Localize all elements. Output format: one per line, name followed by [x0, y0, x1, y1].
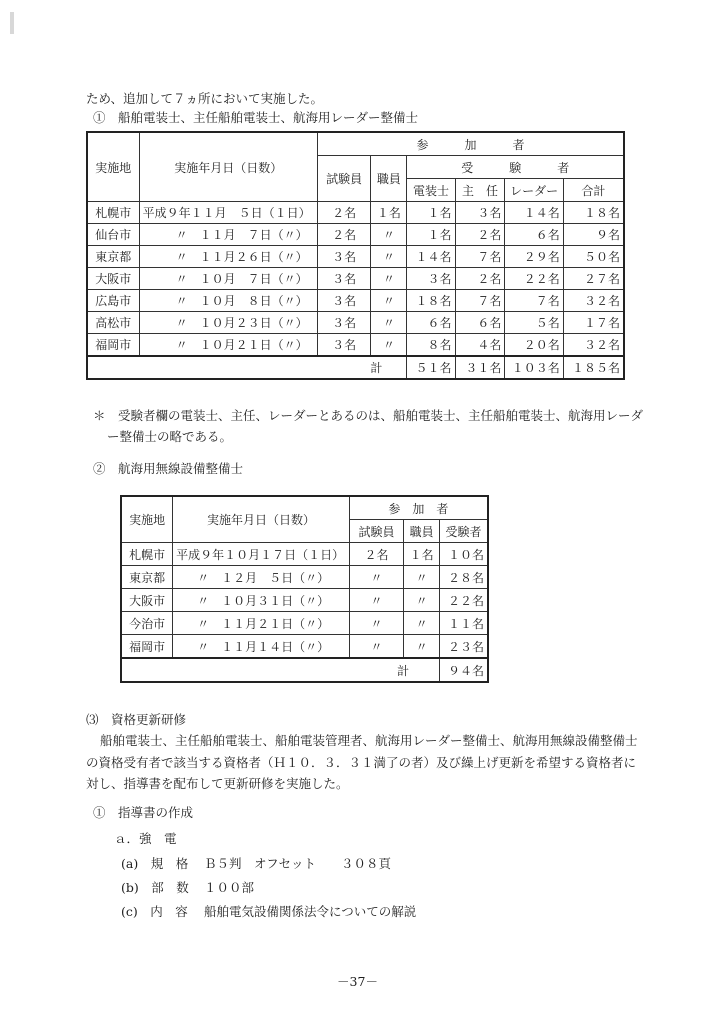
cell-date: 〃 １１月２６日（〃）: [139, 246, 317, 268]
cell-examinees: １１名: [440, 612, 488, 635]
cell-examiner: ３名: [317, 268, 370, 290]
header-date: 実施年月日（日数）: [139, 132, 317, 202]
cell-place: 札幌市: [121, 543, 173, 566]
total-row: [87, 356, 624, 379]
cell-examiner: ２名: [317, 202, 370, 224]
item-c-value: 船舶電気設備関係法令についての解説: [204, 904, 417, 919]
cell-staff: 〃: [371, 334, 407, 357]
cell-denso: ３名: [407, 268, 455, 290]
header-examinees: 受験者: [440, 520, 488, 543]
cell-staff: １名: [371, 202, 407, 224]
item-a-value: Ｂ５判 オフセット ３０８頁: [204, 856, 392, 871]
cell-place: 大阪市: [121, 589, 173, 612]
cell-denso: １８名: [407, 290, 455, 312]
table-row: [121, 635, 488, 659]
section-1-title: ① 船舶電装士、主任船舶電装士、航海用レーダー整備士: [93, 110, 419, 125]
cell-place: 福岡市: [121, 635, 173, 659]
header-radar: レーダー: [505, 179, 563, 202]
header-date: 実施年月日（日数）: [173, 496, 350, 543]
table-row: [87, 224, 624, 246]
cell-total: ９名: [563, 224, 624, 246]
cell-radar: ２９名: [505, 246, 563, 268]
total-radar: １０３名: [505, 356, 563, 379]
total-shunin: ３１名: [455, 356, 505, 379]
cell-total: ５０名: [563, 246, 624, 268]
section-3-paragraph-line-3: 対し、指導書を配布して更新研修を実施した。: [86, 776, 349, 791]
item-c-label: (c) 内 容: [121, 904, 188, 919]
total-label: 計: [87, 356, 407, 379]
cell-examiner: ３名: [317, 246, 370, 268]
cell-total: ２７名: [563, 268, 624, 290]
cell-date: 〃 １１月 ７日（〃）: [139, 224, 317, 246]
table-row: [87, 290, 624, 312]
cell-shunin: ４名: [455, 334, 505, 357]
subsection-1-title: ① 指導書の作成: [93, 805, 194, 820]
cell-shunin: ３名: [455, 202, 505, 224]
cell-place: 今治市: [121, 612, 173, 635]
cell-place: 東京都: [121, 566, 173, 589]
cell-total: １８名: [563, 202, 624, 224]
cell-date: 〃 １１月２１日（〃）: [173, 612, 350, 635]
cell-date: 平成９年１０月１７日（１日）: [173, 543, 350, 566]
cell-date: 〃 １２月 ５日（〃）: [173, 566, 350, 589]
total-examinees: ９４名: [440, 658, 488, 682]
header-examiner: 試験員: [349, 520, 403, 543]
intro-line: ため、追加して７ヵ所において実施した。: [86, 91, 324, 106]
cell-place: 札幌市: [87, 202, 139, 224]
cell-shunin: ７名: [455, 290, 505, 312]
cell-staff: 〃: [371, 312, 407, 334]
cell-denso: １名: [407, 224, 455, 246]
header-staff: 職員: [371, 156, 407, 202]
cell-date: 〃 １０月３１日（〃）: [173, 589, 350, 612]
table-row: [121, 543, 488, 566]
cell-staff: 〃: [371, 268, 407, 290]
total-row: [121, 658, 488, 682]
cell-total: ３２名: [563, 334, 624, 357]
cell-denso: １名: [407, 202, 455, 224]
cell-place: 福岡市: [87, 334, 139, 357]
cell-examiner: ３名: [317, 334, 370, 357]
cell-examiner: ２名: [317, 224, 370, 246]
cell-staff: 〃: [404, 566, 440, 589]
cell-staff: 〃: [404, 589, 440, 612]
cell-shunin: ２名: [455, 268, 505, 290]
cell-examinees: １０名: [440, 543, 488, 566]
cell-examiner: 〃: [349, 635, 403, 659]
table-row: [87, 312, 624, 334]
cell-examiner: ３名: [317, 290, 370, 312]
cell-examinees: ２３名: [440, 635, 488, 659]
page-number: －37－: [337, 974, 378, 989]
exam-results-table-1: [86, 131, 625, 380]
cell-staff: 〃: [371, 290, 407, 312]
cell-place: 東京都: [87, 246, 139, 268]
cell-denso: ６名: [407, 312, 455, 334]
cell-radar: ２０名: [505, 334, 563, 357]
subsection-a-title: ａ．強 電: [114, 831, 177, 846]
header-shunin: 主 任: [455, 179, 505, 202]
header-staff: 職員: [404, 520, 440, 543]
table-row: [121, 589, 488, 612]
header-examiner: 試験員: [317, 156, 370, 202]
section-2-title: ② 航海用無線設備整備士: [93, 461, 244, 476]
cell-staff: 〃: [404, 635, 440, 659]
header-total: 合計: [563, 179, 624, 202]
cell-shunin: ７名: [455, 246, 505, 268]
total-label: 計: [121, 658, 440, 682]
cell-date: 〃 １０月２１日（〃）: [139, 334, 317, 357]
cell-shunin: ２名: [455, 224, 505, 246]
section-3-paragraph-line-1: 船舶電装士、主任船舶電装士、船舶電装管理者、航海用レーダー整備士、航海用無線設備整備士: [100, 733, 638, 748]
cell-place: 高松市: [87, 312, 139, 334]
table-row: [87, 202, 624, 224]
cell-examinees: ２２名: [440, 589, 488, 612]
cell-radar: ２２名: [505, 268, 563, 290]
header-examinees: 受 験 者: [407, 156, 624, 179]
cell-place: 仙台市: [87, 224, 139, 246]
table-row: [87, 246, 624, 268]
table-row: [87, 334, 624, 357]
cell-denso: １４名: [407, 246, 455, 268]
cell-examiner: 〃: [349, 612, 403, 635]
cell-examiner: ３名: [317, 312, 370, 334]
cell-place: 広島市: [87, 290, 139, 312]
cell-radar: ７名: [505, 290, 563, 312]
total-total: １８５名: [563, 356, 624, 379]
item-b-label: (b) 部 数: [121, 880, 189, 895]
cell-staff: 〃: [371, 224, 407, 246]
cell-staff: 〃: [404, 612, 440, 635]
exam-results-table-2: [120, 495, 489, 683]
cell-radar: ５名: [505, 312, 563, 334]
cell-examiner: 〃: [349, 589, 403, 612]
section-3-paragraph-line-2: の資格受有者で該当する資格者（Ｈ１０．３．３１満了の者）及び繰上げ更新を希望する資格者に: [86, 755, 637, 770]
header-denso: 電装士: [407, 179, 455, 202]
table-row: [121, 566, 488, 589]
cell-examiner: 〃: [349, 566, 403, 589]
cell-staff: １名: [404, 543, 440, 566]
item-b-value: １００部: [204, 880, 255, 895]
cell-date: 〃 １０月 ８日（〃）: [139, 290, 317, 312]
total-denso: ５１名: [407, 356, 455, 379]
item-a-label: (a) 規 格: [121, 856, 189, 871]
cell-date: 〃 １０月 ７日（〃）: [139, 268, 317, 290]
cell-total: １７名: [563, 312, 624, 334]
scan-mark: [10, 12, 14, 34]
header-participants: 参 加 者: [349, 496, 488, 520]
table-row: [121, 612, 488, 635]
cell-place: 大阪市: [87, 268, 139, 290]
cell-examinees: ２８名: [440, 566, 488, 589]
cell-staff: 〃: [371, 246, 407, 268]
cell-denso: ８名: [407, 334, 455, 357]
cell-radar: ６名: [505, 224, 563, 246]
header-participants: 参 加 者: [317, 132, 624, 156]
table-row: [87, 268, 624, 290]
cell-total: ３２名: [563, 290, 624, 312]
header-place: 実施地: [87, 132, 139, 202]
section-3-title: ⑶ 資格更新研修: [86, 712, 187, 727]
header-place: 実施地: [121, 496, 173, 543]
cell-shunin: ６名: [455, 312, 505, 334]
cell-radar: １４名: [505, 202, 563, 224]
note-line-1: ＊ 受験者欄の電装士、主任、レーダーとあるのは、船舶電装士、主任船舶電装士、航海用レーダ: [93, 408, 644, 423]
note-line-2: ー整備士の略である。: [107, 429, 233, 444]
cell-examiner: ２名: [349, 543, 403, 566]
cell-date: 〃 １０月２３日（〃）: [139, 312, 317, 334]
cell-date: 〃 １１月１４日（〃）: [173, 635, 350, 659]
cell-date: 平成９年１１月 ５日（１日）: [139, 202, 317, 224]
